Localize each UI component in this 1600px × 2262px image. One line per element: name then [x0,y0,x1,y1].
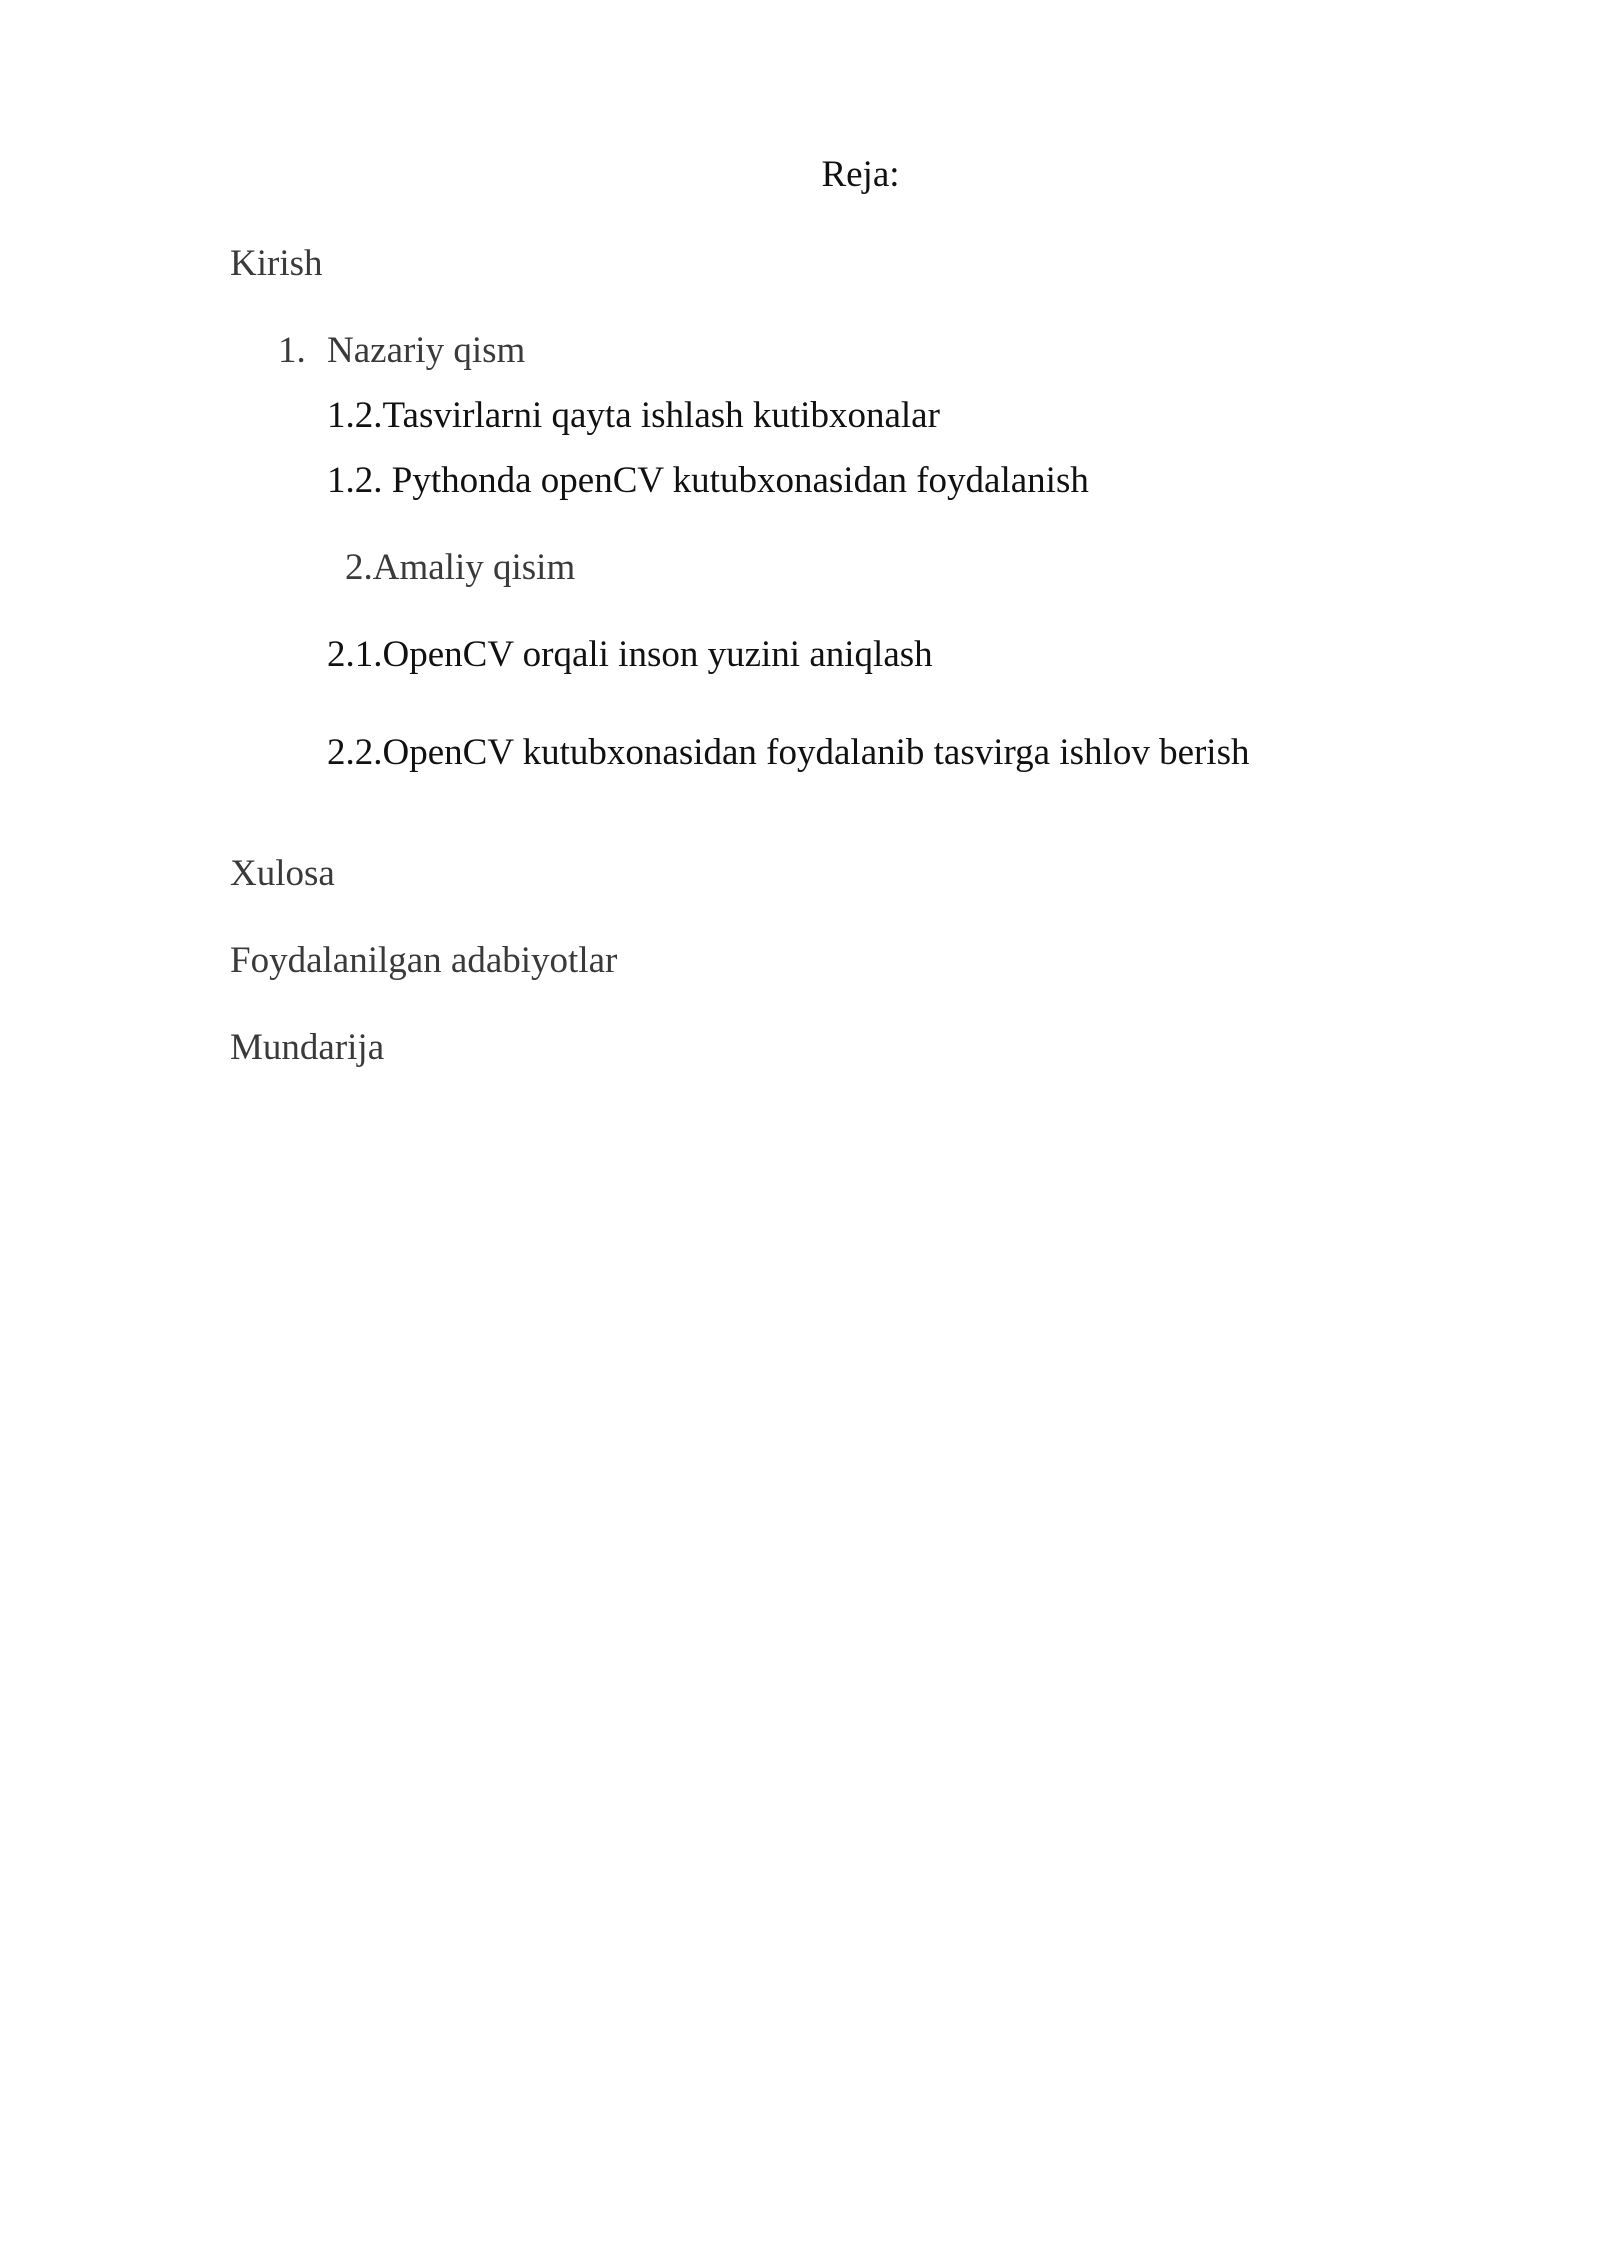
plan-title: Reja: [821,154,900,195]
references-item: Foydalanilgan adabiyotlar [230,940,618,981]
section-1-label: Nazariy qism [327,330,526,371]
subsection-2-1: 2.1.OpenCV orqali inson yuzini aniqlash [327,634,933,675]
subsection-2-2: 2.2.OpenCV kutubxonasidan foydalanib tasvirga ishlov berish [327,732,1250,773]
section-1-item [278,332,525,369]
intro-item: Kirish [230,243,323,284]
conclusion-item: Xulosa [230,853,335,894]
section-2-item: 2.Amaliy qisim [345,547,576,588]
section-1-number: 1. [278,330,306,371]
contents-item: Mundarija [230,1027,385,1068]
subsection-1-2b: 1.2. Pythonda openCV kutubxonasidan foydalanish [327,460,1089,501]
subsection-1-2a: 1.2.Tasvirlarni qayta ishlash kutibxonalar [327,395,940,436]
